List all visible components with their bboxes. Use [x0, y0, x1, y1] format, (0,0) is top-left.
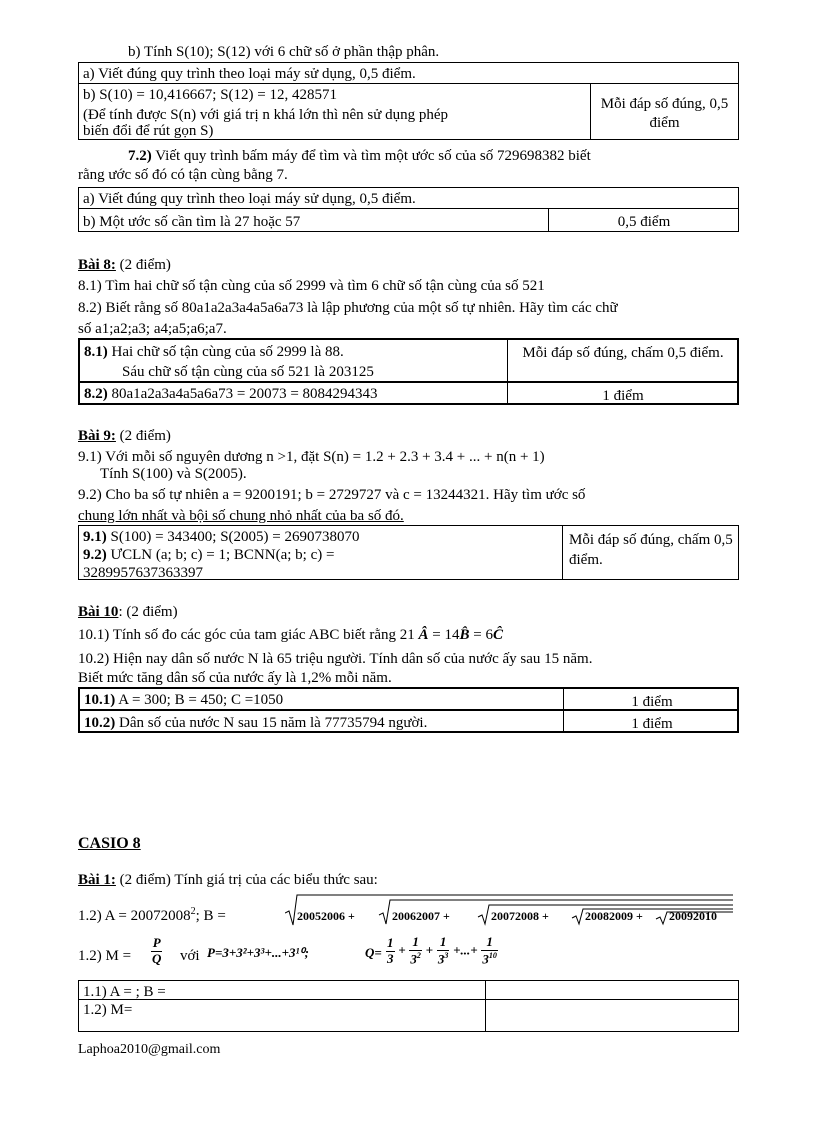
bai8-heading: Bài 8: — [78, 257, 116, 273]
casio-q12a — [78, 906, 226, 925]
q12a-b: ; B = — [195, 908, 226, 924]
q-term-2: $\frac{1}{3^2}$ — [410, 934, 421, 967]
bai9-q2-line1: 9.2) Cho ba số tự nhiên a = 9200191; b = 2729727 và c = 13244321. Hãy tìm ước số — [78, 487, 586, 503]
sec7-intro-b: b) Tính S(10); S(12) với 6 chữ số ở phần thập phân. — [128, 44, 440, 60]
bai8-heading-line — [78, 257, 171, 274]
q72-text-line1: Viết quy trình bấm máy để tìm và tìm một ước số của số 729698382 biết — [155, 148, 591, 164]
sqrt-term-2: 20062007 + — [392, 909, 450, 923]
casio-table-hline — [79, 999, 738, 1000]
bai9-score: Mỗi đáp số đúng, chấm 0,5 điểm. — [569, 532, 733, 568]
bai8-ans2-score: 1 điểm — [602, 388, 644, 404]
bai8-q2-line1: 8.2) Biết rằng số 80a1a2a3a4a5a6a73 là lập phương của một số tự nhiên. Hãy tìm các chữ — [78, 300, 618, 316]
bai8-ans1-line1 — [80, 343, 348, 362]
q12a-prefix: 1.2) A = 20072008 — [78, 908, 191, 924]
bai8-ans1-divider — [507, 340, 508, 381]
bai10-q1-eq2: = 6 — [473, 627, 493, 643]
bai9-points: (2 điểm) — [115, 428, 171, 444]
sec7-table-row-a — [78, 62, 739, 84]
angle-c-hat: Ĉ — [492, 627, 503, 643]
bai10-ans2-label: 10.2) — [84, 715, 116, 731]
bai8-ans2-divider — [507, 383, 508, 403]
q72-line2: rằng ước số đó có tận cùng bằng 7. — [78, 167, 288, 183]
bai8-ans1-line2: Sáu chữ số tận cùng của số 521 là 203125 — [122, 364, 374, 380]
bai9-q1-line1: 9.1) Với mỗi số nguyên dương n >1, đặt S(n) = 1.2 + 2.3 + 3.4 + ... + n(n + 1) — [78, 449, 545, 465]
sec7-row-b-line3: biến đổi để rút gọn S) — [83, 123, 214, 139]
bai10-q1-eq: = 14 — [432, 627, 460, 643]
sec7-row-b-score: Mỗi đáp số đúng, 0,5 điểm — [600, 96, 729, 131]
sec7-t2-row-b: b) Một ước số cần tìm là 27 hoặc 57 — [83, 214, 301, 230]
bai10-points: : (2 điểm) — [118, 604, 178, 620]
bai9-ans1-text: S(100) = 343400; S(2005) = 2690738070 — [110, 529, 360, 545]
bai9-ans2-text: ƯCLN (a; b; c) = 1; BCNN(a; b; c) = — [110, 547, 335, 563]
bai9-q2-line2: chung lớn nhất và bội số chung nhỏ nhất của ba số đó. — [78, 508, 404, 524]
q-series: $\frac{1}{3}$ + $\frac{1}{3^2}$ + $\frac{1}{3^3}$ +...+ $\frac{1}{3^{10}}$ — [387, 934, 497, 967]
sec7-row-b-line2: (Để tính được S(n) với giá trị n khá lớn thì nên sử dụng phép — [83, 107, 449, 123]
bai9-heading-line — [78, 428, 171, 445]
bai8-ans2-text: 80a1a2a3a4a5a6a73 = 20073 = 8084294343 — [111, 386, 378, 402]
bai8-ans1-text1: Hai chữ số tận cùng của số 2999 là 88. — [111, 344, 344, 360]
bai8-q1: 8.1) Tìm hai chữ số tận cùng của số 2999 và tìm 6 chữ số tận cùng của số 521 — [78, 278, 545, 294]
bai9-ans2-label: 9.2) — [83, 547, 107, 563]
bai10-ans1-score: 1 điểm — [631, 694, 673, 710]
sec7-table2-row-a — [78, 187, 739, 209]
bai9-ans-table — [78, 525, 739, 580]
casio-bai1-heading: Bài 1: — [78, 872, 116, 888]
sec7-t2-score: 0,5 điểm — [617, 214, 671, 230]
sec7-table-row-b — [78, 83, 739, 140]
bai10-q2-line2: Biết mức tăng dân số của nước ấy là 1,2% mỗi năm. — [78, 670, 392, 686]
q-term-4: $\frac{1}{3^{10}}$ — [482, 934, 497, 967]
q-term-3: $\frac{1}{3^3}$ — [437, 934, 449, 967]
bai8-ans1-row — [78, 338, 739, 383]
bai10-ans2-divider — [563, 711, 564, 731]
bai9-q1-line2: Tính S(100) và S(2005). — [100, 466, 247, 482]
sec7-row-b-divider — [590, 84, 591, 139]
q72-line1 — [128, 148, 591, 165]
frac-p: P — [152, 935, 161, 950]
p-definition: P=3+3²+3³+...+3¹⁰; — [207, 945, 309, 960]
bai10-q1 — [78, 627, 503, 644]
bai8-ans2-line — [80, 385, 382, 404]
bai9-divider — [562, 526, 563, 579]
bai8-ans1-score: Mỗi đáp số đúng, chấm 0,5 điểm. — [522, 345, 724, 361]
q-definition-label: Q= — [365, 945, 382, 960]
frac-q: Q — [152, 950, 162, 966]
bai10-ans1-label: 10.1) — [84, 692, 116, 708]
casio-title: CASIO 8 — [78, 835, 141, 852]
sec7-t2-row-a: a) Viết đúng quy trình theo loại máy sử dụng, 0,5 điểm. — [83, 191, 416, 207]
sqrt-term-5: 20092010 — [669, 909, 717, 923]
bai8-points: (2 điểm) — [115, 257, 171, 273]
bai10-ans2-score: 1 điểm — [631, 716, 673, 732]
bai10-ans2-row — [78, 709, 739, 733]
bai9-heading: Bài 9: — [78, 428, 116, 444]
bai9-ans2-line — [79, 546, 338, 565]
bai10-q2-line1: 10.2) Hiện nay dân số nước N là 65 triệu người. Tính dân số của nước ấy sau 15 năm. — [78, 651, 593, 667]
bai9-ans2-line2: 3289957637363397 — [83, 565, 203, 581]
q-term-1: $\frac{1}{3}$ — [387, 934, 394, 966]
bai8-ans1-label: 8.1) — [84, 344, 108, 360]
bai10-ans1-line — [80, 691, 287, 710]
bai9-ans1-line — [79, 528, 364, 547]
bai10-ans1-row — [78, 687, 739, 711]
bai8-ans2-row — [78, 381, 739, 405]
sec7-table2-row-b — [78, 208, 739, 232]
sec7-row-b-line1: b) S(10) = 10,416667; S(12) = 12, 428571 — [83, 87, 337, 103]
bai8-q2-line2: số a1;a2;a3; a4;a5;a6;a7. — [78, 321, 227, 337]
with-word: với — [180, 948, 200, 964]
bai10-ans1-divider — [563, 689, 564, 709]
sqrt-term-4: 20082009 + — [585, 909, 643, 923]
bai10-heading: Bài 10 — [78, 604, 119, 620]
bai10-q1-text: 10.1) Tính số đo các góc của tam giác ABC biết rằng 21 — [78, 627, 415, 643]
footer-email: Laphoa2010@gmail.com — [78, 1042, 221, 1057]
casio-q12m-prefix: 1.2) M = — [78, 948, 132, 964]
bai10-heading-line — [78, 604, 178, 621]
bai10-ans2-line — [80, 714, 431, 733]
sqrt-term-3: 20072008 + — [491, 909, 549, 923]
casio-bai1-line — [78, 872, 378, 889]
sec7-row-a-text: a) Viết đúng quy trình theo loại máy sử dụng, 0,5 điểm. — [83, 66, 416, 82]
bai10-ans1-text: A = 300; B = 450; C =1050 — [118, 692, 284, 708]
sec7-t2-divider — [548, 209, 549, 231]
bai9-ans1-label: 9.1) — [83, 529, 107, 545]
bai8-ans2-label: 8.2) — [84, 386, 108, 402]
q72-label: 7.2) — [128, 148, 152, 164]
casio-table-vline — [485, 981, 486, 1031]
bai10-ans2-text: Dân số của nước N sau 15 năm là 77735794 người. — [119, 715, 428, 731]
casio-table-r2: 1.2) M= — [83, 1002, 133, 1018]
casio-table-r1: 1.1) A = ; B = — [83, 984, 166, 1000]
casio-bai1-text: (2 điểm) Tính giá trị của các biểu thức sau: — [115, 872, 378, 888]
angle-a-hat: Â — [418, 627, 429, 643]
q12a-exp: 2 — [190, 906, 196, 917]
sqrt-term-1: 20052006 + — [297, 909, 355, 923]
casio-answer-table — [78, 980, 739, 1032]
nested-sqrt-expression — [285, 893, 735, 927]
m-fraction — [151, 936, 162, 967]
angle-b-hat: B̂ — [459, 627, 470, 643]
